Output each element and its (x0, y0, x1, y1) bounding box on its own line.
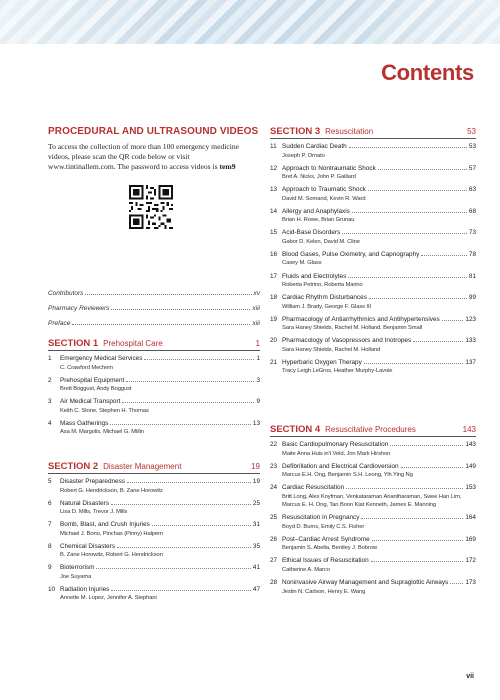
chapter-page: 47 (252, 585, 260, 593)
videos-heading: PROCEDURAL AND ULTRASOUND VIDEOS (48, 126, 259, 137)
chapter-page: 153 (465, 484, 476, 492)
chapter-number: 20 (270, 337, 278, 345)
section-name: Resuscitation (325, 127, 374, 136)
chapter-entry[interactable] (48, 398, 260, 415)
chapter-authors: Michael J. Bono, Pinchas (Pinny) Halpern (60, 530, 163, 537)
chapter-title: Emergency Medical Services (60, 355, 143, 362)
chapter-entry[interactable] (48, 420, 260, 437)
section-page: 143 (462, 425, 476, 434)
dot-leader (122, 402, 254, 403)
dot-leader (372, 540, 464, 541)
left-column (48, 126, 260, 602)
chapter-authors: Marcus E.H. Ong, Benjamin S.H. Leong, Yih Ying Ng (282, 472, 413, 479)
chapter-authors: Bret A. Nicks, John P. Gaillard (282, 174, 356, 181)
chapter-title: Sudden Cardiac Death (282, 143, 347, 150)
chapter-title: Prehospital Equipment (60, 376, 125, 384)
section-name: Disaster Management (103, 462, 182, 471)
chapter-authors: Boyd D. Burns, Emily C.S. Fisher (282, 523, 365, 530)
chapter-title: Resuscitation in Pregnancy (282, 514, 360, 522)
chapter-title: Cardiac Resuscitation (282, 484, 345, 492)
chapter-page: 57 (468, 164, 476, 172)
videos-description (48, 142, 248, 173)
chapter-authors: Lisa D. Mills, Trevor J. Mills (60, 509, 128, 516)
chapter-number: 12 (270, 164, 278, 172)
dot-leader (111, 309, 250, 310)
chapter-title: Cardiac Rhythm Disturbances (282, 294, 367, 302)
chapter-number: 13 (270, 186, 278, 194)
chapter-number: 8 (48, 542, 52, 550)
videos-description-text: To access the collection of more than 100 emergency medicine videos, please scan the QR code below or visit www.tintinallem.com. The password to access videos is (48, 142, 239, 172)
chapter-authors: Sara Haney Shields, Rachel M. Holland (282, 346, 381, 353)
chapter-page: 3 (256, 376, 260, 384)
chapter-authors: Robert G. Hendrickson, B. Zane Horowitz (60, 487, 163, 494)
chapter-page: 172 (465, 557, 476, 565)
chapter-authors: Brett Boggust, Andy Boggust (60, 386, 132, 393)
chapter-entry[interactable] (270, 579, 476, 596)
chapter-entry[interactable] (270, 294, 476, 311)
chapter-entry[interactable] (270, 273, 476, 290)
chapter-title: Fluids and Electrolytes (282, 272, 347, 280)
chapter-title: Natural Disasters (60, 499, 110, 507)
chapter-page: 35 (252, 542, 260, 550)
chapter-number: 26 (270, 535, 278, 543)
chapter-entry[interactable] (48, 564, 260, 581)
section-header[interactable] (48, 338, 260, 351)
chapter-authors: Asa M. Margolis, Michael G. Millin (60, 429, 144, 436)
chapter-entry[interactable] (270, 557, 476, 574)
dot-leader (342, 233, 467, 234)
section-header[interactable] (48, 461, 260, 474)
dot-leader (127, 482, 251, 483)
dot-leader (110, 424, 251, 425)
section-page: 19 (251, 462, 260, 471)
chapter-authors: Catherine A. Marco (282, 566, 330, 573)
section-number: SECTION 3 (270, 126, 321, 137)
chapter-authors: Brian H. Rowe, Brian Grunau (282, 217, 355, 224)
front-matter-list (48, 290, 260, 335)
dot-leader (126, 381, 254, 382)
chapter-entry[interactable] (270, 337, 476, 354)
dot-leader (364, 363, 464, 364)
chapter-entry[interactable] (48, 586, 260, 603)
chapter-entry[interactable] (270, 186, 476, 203)
chapter-authors: Tracy Leigh LeGros, Heather Murphy-Lavoie (282, 368, 393, 375)
chapter-number: 15 (270, 229, 278, 237)
chapter-title: Blood Gases, Pulse Oximetry, and Capnography (282, 250, 420, 258)
chapter-entry[interactable] (48, 521, 260, 538)
chapter-entry[interactable] (270, 143, 476, 160)
chapter-number: 16 (270, 250, 278, 258)
front-matter-page: xiii (252, 305, 260, 312)
section-3 (270, 126, 476, 381)
section-2 (48, 461, 260, 608)
chapter-number: 18 (270, 294, 278, 302)
section-4 (270, 424, 476, 601)
dot-leader (111, 590, 251, 591)
chapter-title: Bomb, Blast, and Crush Injuries (60, 521, 150, 529)
dot-leader (85, 294, 251, 295)
dot-leader (371, 561, 464, 562)
dot-leader (96, 568, 250, 569)
page-title: Contents (381, 60, 474, 85)
chapter-number: 11 (270, 143, 277, 150)
chapter-number: 3 (48, 398, 52, 406)
dot-leader (413, 341, 463, 342)
chapter-entry[interactable] (270, 463, 476, 480)
chapter-number: 25 (270, 514, 278, 522)
chapter-number: 23 (270, 462, 278, 470)
chapter-number: 19 (270, 315, 278, 323)
chapter-page: 68 (468, 207, 476, 215)
chapter-page: 41 (252, 564, 260, 572)
chapter-entry[interactable] (270, 316, 476, 333)
section-header[interactable] (270, 126, 476, 139)
chapter-page: 31 (252, 521, 260, 529)
chapter-authors: Sara Haney Shields, Rachel M. Holland, Benjamin Small (282, 325, 423, 332)
chapter-title: Basic Cardiopulmonary Resuscitation (282, 441, 389, 448)
chapter-page: 1 (256, 355, 260, 362)
chapter-entry[interactable] (48, 478, 260, 495)
chapter-entry[interactable] (270, 208, 476, 225)
dot-leader (348, 277, 467, 278)
dot-leader (346, 488, 463, 489)
chapter-entry[interactable] (270, 251, 476, 268)
chapter-number: 10 (48, 585, 56, 593)
chapter-page: 133 (465, 337, 476, 345)
chapter-page: 9 (256, 398, 260, 406)
dot-leader (421, 255, 467, 256)
chapter-number: 21 (270, 358, 278, 366)
chapter-authors: Roberta Petrino, Roberta Marino (282, 282, 363, 289)
dot-leader (352, 212, 467, 213)
chapter-number: 17 (270, 272, 278, 280)
chapter-page: 99 (468, 294, 476, 302)
dot-leader (349, 147, 467, 148)
section-header[interactable] (270, 424, 476, 437)
chapter-number: 1 (48, 355, 52, 362)
front-matter-item[interactable] (48, 305, 260, 320)
chapter-title: Ethical Issues of Resuscitation (282, 557, 369, 565)
chapter-authors: Gabor D. Kelen, David M. Cline (282, 238, 360, 245)
chapter-title: Allergy and Anaphylaxis (282, 207, 350, 215)
chapter-number: 4 (48, 419, 52, 427)
chapter-page: 25 (252, 499, 260, 507)
chapter-page: 81 (468, 272, 476, 280)
chapter-entry[interactable] (270, 536, 476, 553)
videos-password: tem9 (219, 162, 236, 172)
chapter-entry[interactable] (270, 229, 476, 246)
page-number: vii (466, 673, 474, 680)
chapter-number: 14 (270, 207, 278, 215)
chapter-number: 22 (270, 441, 278, 448)
chapter-page: 173 (465, 579, 476, 587)
chapter-page: 78 (468, 250, 476, 258)
chapter-number: 9 (48, 564, 52, 572)
chapter-page: 143 (465, 441, 476, 448)
chapter-authors: David M. Somand, Kevin R. Ward (282, 195, 366, 202)
chapter-title: Approach to Traumatic Shock (282, 186, 366, 194)
dot-leader (361, 518, 463, 519)
front-matter-item[interactable] (48, 320, 260, 335)
chapter-title: Mass Gatherings (60, 419, 109, 427)
chapter-authors: Jestin N. Carlson, Henry E. Wang (282, 588, 366, 595)
section-name: Prehospital Care (103, 339, 163, 348)
chapter-number: 28 (270, 579, 278, 587)
chapter-page: 13 (252, 419, 260, 427)
dot-leader (111, 504, 251, 505)
chapter-title: Disaster Preparedness (60, 478, 126, 485)
chapter-authors: Annette M. Lopez, Jennifer A. Stephani (60, 595, 157, 602)
chapter-authors: Benjamin S. Abella, Bentley J. Bobrow (282, 545, 377, 552)
chapter-authors: William J. Brady, George F. Glass III (282, 303, 371, 310)
chapter-page: 164 (465, 514, 476, 522)
chapter-title: Pharmacology of Vasopressors and Inotropes (282, 337, 412, 345)
dot-leader (401, 467, 464, 468)
chapter-title: Defibrillation and Electrical Cardioversion (282, 462, 399, 470)
dot-leader (152, 525, 251, 526)
dot-leader (117, 547, 251, 548)
chapter-page: 53 (468, 143, 476, 150)
chapter-number: 6 (48, 499, 52, 507)
chapter-page: 19 (252, 478, 260, 485)
chapter-authors: Joe Suyama (60, 573, 92, 580)
section-name: Resuscitative Procedures (325, 425, 416, 434)
dot-leader (72, 324, 250, 325)
section-page: 1 (255, 339, 260, 348)
chapter-entry[interactable] (48, 543, 260, 560)
chapter-entry[interactable] (270, 484, 476, 510)
chapter-entry[interactable] (48, 355, 260, 372)
chapter-entry[interactable] (270, 165, 476, 182)
chapter-number: 24 (270, 484, 278, 492)
front-matter-page: xv (253, 290, 260, 297)
chapter-title: Pharmacology of Antiarrhythmics and Antihypertensives (282, 315, 440, 323)
chapter-title: Noninvasive Airway Management and Supraglottic Airways (282, 579, 449, 587)
dot-leader (378, 169, 467, 170)
chapter-authors: Casey M. Glass (282, 260, 322, 267)
chapter-number: 7 (48, 521, 52, 529)
chapter-title: Air Medical Transport (60, 398, 121, 406)
front-matter-label: Pharmacy Reviewers (48, 305, 110, 312)
chapter-title: Hyperbaric Oxygen Therapy (282, 358, 362, 366)
section-number: SECTION 1 (48, 338, 99, 349)
chapter-number: 2 (48, 376, 52, 384)
chapter-authors: Britt Long, Alex Koyfman, Venkataraman Anantharaman, Swee Han Lim, (282, 493, 462, 500)
dot-leader (144, 359, 254, 360)
dot-leader (442, 320, 464, 321)
section-number: SECTION 2 (48, 461, 99, 472)
chapter-authors: Keith C. Stone, Stephen H. Thomas (60, 407, 149, 414)
dot-leader (369, 298, 467, 299)
chapter-authors-continued: Marcus E. H. Ong, Tan Boon Kiat Kenneth, James E. Manning (282, 502, 437, 509)
chapter-number: 27 (270, 557, 278, 565)
front-matter-page: xiii (252, 320, 260, 327)
chapter-page: 137 (465, 358, 476, 366)
chapter-entry[interactable] (48, 377, 260, 394)
dot-leader (368, 190, 467, 191)
chapter-entry[interactable] (270, 359, 476, 376)
chapter-authors: Maite Anna Huis in't Veld, Jon Mark Hirshon (282, 450, 391, 457)
chapter-entry[interactable] (48, 500, 260, 517)
section-number: SECTION 4 (270, 424, 321, 435)
dot-leader (450, 583, 463, 584)
chapter-page: 73 (468, 229, 476, 237)
chapter-title: Acid-Base Disorders (282, 229, 341, 237)
chapter-authors: Joseph P. Ornato (282, 152, 325, 159)
header-banner-fade (0, 0, 500, 44)
section-page: 53 (467, 127, 476, 136)
chapter-title: Post–Cardiac Arrest Syndrome (282, 535, 370, 543)
chapter-title: Approach to Nontraumatic Shock (282, 164, 376, 172)
qr-code-icon[interactable] (129, 185, 173, 229)
chapter-entry[interactable] (270, 514, 476, 531)
chapter-number: 5 (48, 478, 52, 485)
front-matter-item[interactable] (48, 290, 260, 305)
chapter-authors: C. Crawford Mechem (60, 364, 113, 371)
chapter-title: Chemical Disasters (60, 542, 116, 550)
chapter-page: 63 (468, 186, 476, 194)
chapter-page: 149 (465, 462, 476, 470)
front-matter-label: Contributors (48, 290, 84, 297)
dot-leader (390, 445, 463, 446)
front-matter-label: Preface (48, 320, 71, 327)
chapter-authors: B. Zane Horowitz, Robert G. Hendrickson (60, 552, 163, 559)
chapter-entry[interactable] (270, 441, 476, 458)
chapter-page: 123 (465, 315, 476, 323)
section-1 (48, 338, 260, 441)
chapter-page: 169 (465, 535, 476, 543)
chapter-title: Radiation Injuries (60, 585, 110, 593)
chapter-title: Bioterrorism (60, 564, 95, 572)
